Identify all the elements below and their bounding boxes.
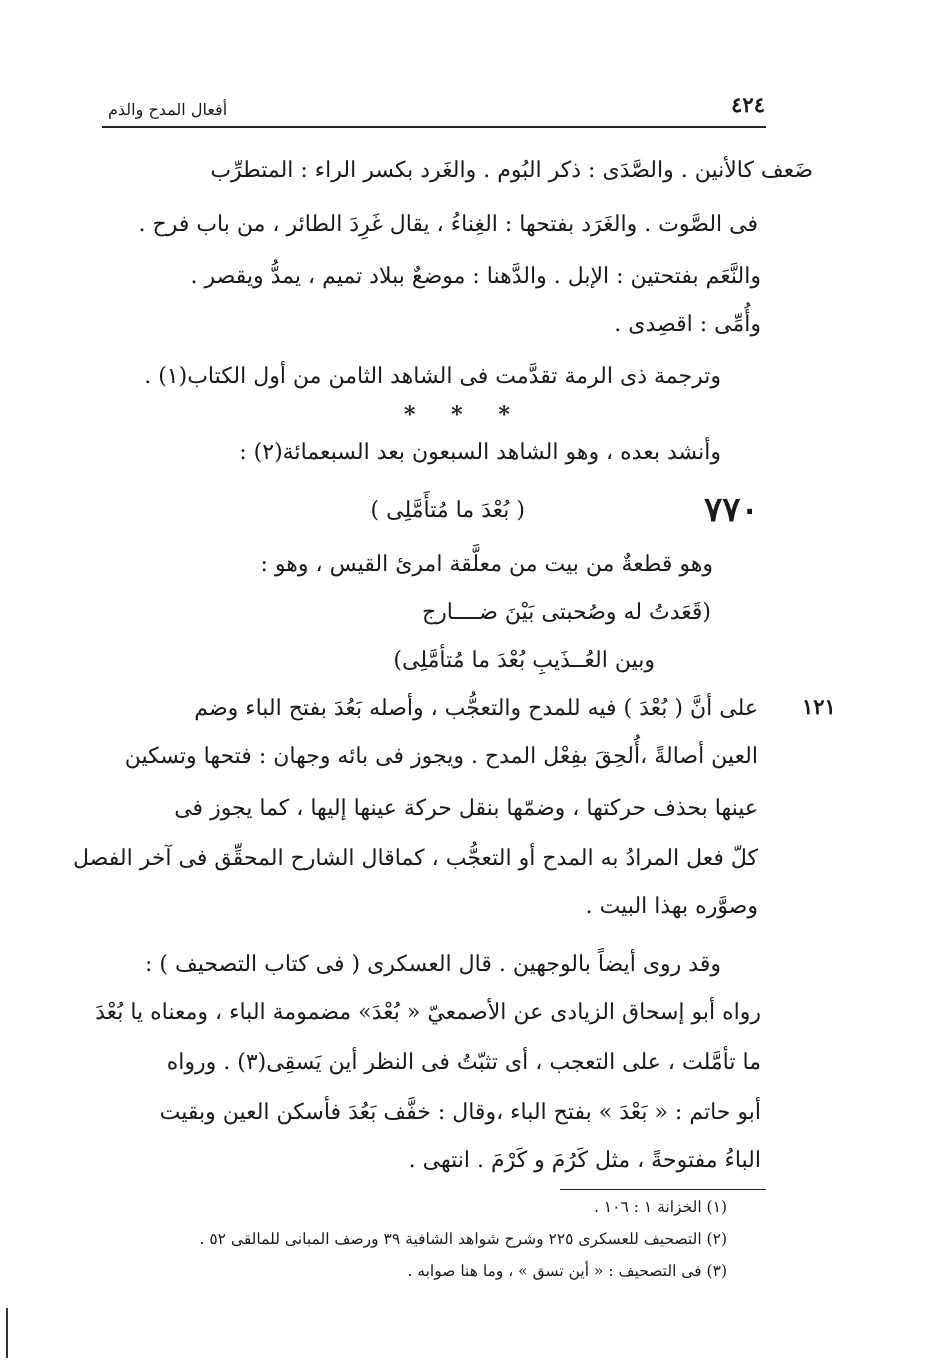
margin-number: ١٢١ [802,694,836,719]
text-line: العين أصالةً ،أُلحِقَ بفِعْل المدح . ويجوز فى بائه وجهان : فتحها وتسكين [124,744,758,769]
text-line: أبو حاتم : « بَعْدَ » بفتح الباء ،وقال : خفَّف بَعُدَ فأسكن العين وبقيت [159,1100,761,1125]
text-line: كلّ فعل المرادُ به المدح أو التعجُّب ، كماقال الشارح المحقِّق فى آخر الفصل [73,846,758,871]
running-header: أفعال المدح والذم [108,100,228,119]
shahid-quote: ( بُعْدَ ما مُتأَمَّلِى ) [370,498,525,523]
scan-edge-mark [6,1308,8,1358]
text-line: وترجمة ذى الرمة تقدَّمت فى الشاهد الثامن من أول الكتاب(١) . [144,364,721,389]
shahid-number: ٧٧٠ [704,490,759,530]
text-line: على أنَّ ( بُعْدَ ) فيه للمدح والتعجُّب ، وأصله بَعُدَ بفتح الباء وضم [194,696,758,721]
header-rule [102,126,766,128]
verse-line: وبين العُــذَيبِ بُعْدَ ما مُتأمَّلِى) [393,648,655,673]
text-line: فى الصَّوت . والغَرَد بفتحها : الغِناءُ ، يقال غَرِدَ الطائر ، من باب فرح . [138,212,758,237]
text-line: الباءُ مفتوحةً ، مثل كَرُمَ و كَرْمَ . انتهى . [408,1148,761,1173]
text-line: عينها بحذف حركتها ، وضمّها بنقل حركة عينها إليها ، كما يجوز فى [174,796,758,821]
text-line: ضَعف كالأنين . والصَّدَى : ذكر البُوم . والغَرد بكسر الراء : المتطرِّب [210,158,813,183]
text-line: رواه أبو إسحاق الزيادى عن الأصمعيّ « بُعْدَ» مضمومة الباء ، ومعناه يا بُعْدَ [95,1000,761,1025]
text-line: وأُمِّى : اقصِدى . [614,312,761,337]
footnote: (١) الخزانة ١ : ١٠٦ . [593,1198,727,1216]
footnote-rule [560,1189,766,1190]
page-number: ٤٢٤ [731,92,765,117]
text-line: وصوَّره بهذا البيت . [585,894,758,919]
text-line: وقد روى أيضاً بالوجهين . قال العسكرى ( فى كتاب التصحيف ) : [145,952,721,977]
text-line: والنَّعَم بفتحتين : الإبل . والدَّهنا : موضعٌ ببلاد تميم ، يمدُّ ويقصر . [190,264,761,289]
footnote: (٢) التصحيف للعسكرى ٢٢٥ وشرح شواهد الشافية ٣٩ ورصف المبانى للمالقى ٥٢ . [199,1230,727,1248]
section-separator: * * * [404,402,524,428]
verse-line: (قَعَدتُ له وصُحبتى بَيْنَ ضــــارج [421,600,711,625]
text-line: وهو قطعةٌ من بيت من معلَّقة امرئ القيس ، وهو : [260,552,713,577]
text-line: ما تأمَّلت ، على التعجب ، أى تثبّتُ فى النظر أين يَسقِى(٣) . ورواه [166,1050,761,1075]
text-line: وأنشد بعده ، وهو الشاهد السبعون بعد السبعمائة(٢) : [239,440,721,465]
footnote: (٣) فى التصحيف : « أين تسق » ، وما هنا صوابه . [407,1262,727,1280]
